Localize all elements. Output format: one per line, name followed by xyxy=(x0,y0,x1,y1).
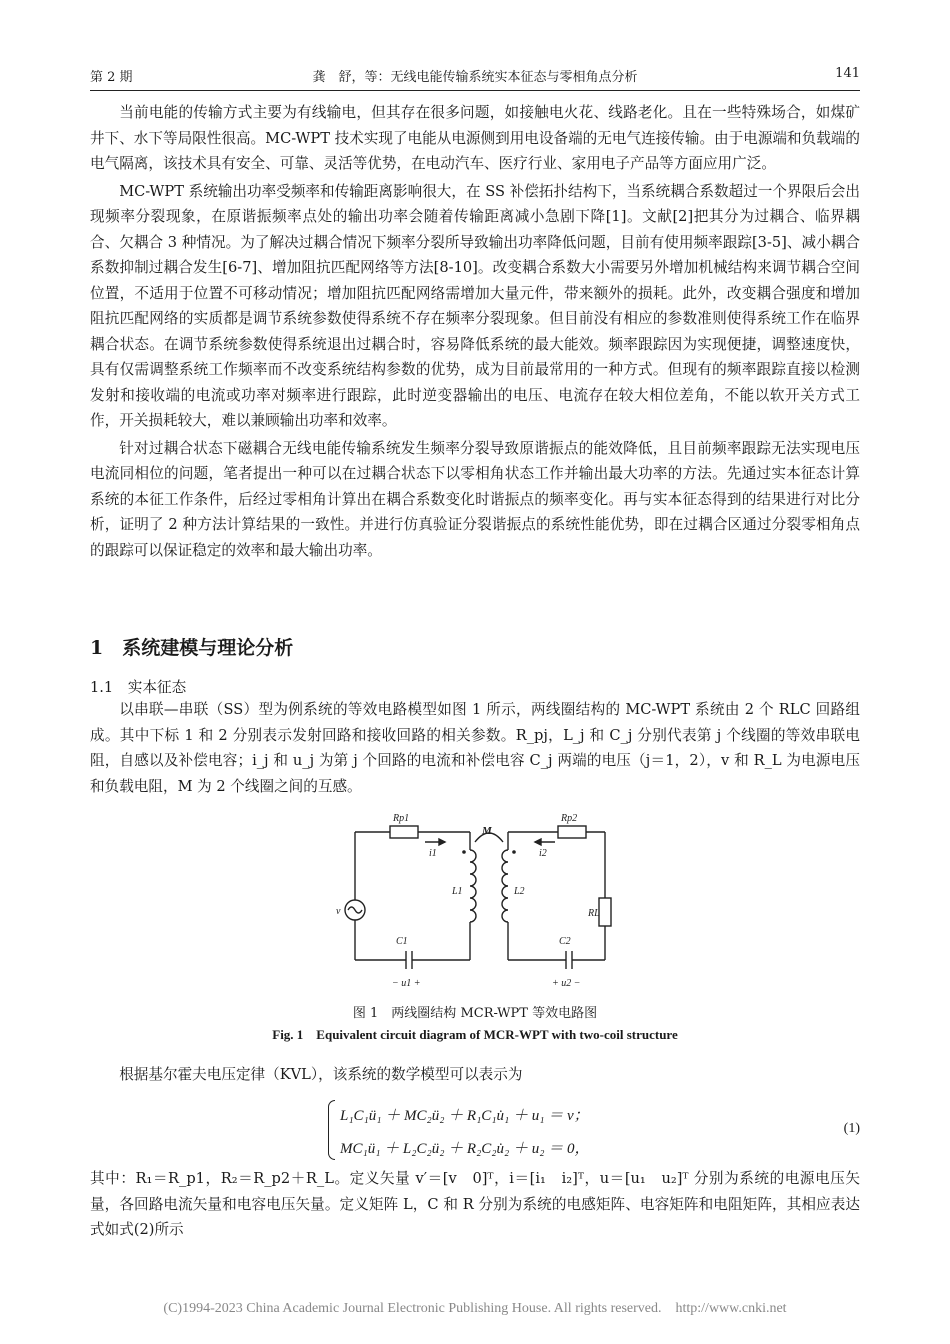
inductor-l2-icon xyxy=(502,850,508,922)
header-rule xyxy=(90,90,860,91)
paragraph-6: 其中：R₁＝R_p1，R₂＝R_p2＋R_L。定义矢量 v′＝[v 0]ᵀ，i＝[i₁ i₂]ᵀ，u＝[u₁ u₂]ᵀ 分别为系统的电源电压矢量，各回路电流矢量和电容电压矢量。定义矩阵 L，C 和 R 分别为系统的电感矩阵、电容矩阵和电阻矩阵，其相应表达式如式(2)所示 xyxy=(90,1170,860,1238)
resistor-rp1-icon xyxy=(390,826,418,838)
paragraph-1: 当前电能的传输方式主要为有线输电，但其存在很多问题，如接触电火花、线路老化。且在一些特殊场合，如煤矿井下、水下等局限性很高。MC-WPT 技术实现了电能从电源侧到用电设备端的无电气连接传输。由于电源端和负载端的电气隔离，该技术具有安全、可靠、灵活等优势，在电动汽车、医疗行业、家用电子产品等方面应用广泛。 xyxy=(90,104,860,172)
label-l1: L1 xyxy=(452,886,463,897)
resistor-rl-icon xyxy=(599,898,611,926)
running-title: 龚 舒，等：无线电能传输系统实本征态与零相角点分析 xyxy=(312,70,638,85)
label-c2: C2 xyxy=(559,936,571,947)
model-text xyxy=(90,697,860,799)
dot-l1-icon xyxy=(462,850,466,854)
label-c1: C1 xyxy=(396,936,408,947)
inductor-l1-icon xyxy=(470,850,476,922)
label-l2: L2 xyxy=(514,886,525,897)
label-u1: − u1 + xyxy=(392,978,421,989)
paragraph-3: 针对过耦合状态下磁耦合无线电能传输系统发生频率分裂导致原谐振点的能效降低，且目前频率跟踪无法实现电压电流同相位的问题，笔者提出一种可以在过耦合状态下以零相角状态工作并输出最大功率的方法。先通过实本征态计算系统的本征工作条件，后经过零相角计算出在耦合系数变化时谐振点的频率变化。再与实本征态得到的结果进行对比分析，证明了 2 种方法计算结果的一致性。并进行仿真验证分裂谐振点的系统性能优势，即在过耦合区通过分裂零相角点的跟踪可以保证稳定的效率和最大输出功率。 xyxy=(90,439,860,559)
kvl-text xyxy=(90,1062,860,1088)
label-i1: i1 xyxy=(429,848,437,859)
paragraph-2: MC-WPT 系统输出功率受频率和传输距离影响很大，在 SS 补偿拓扑结构下，当系统耦合系数超过一个界限后会出现频率分裂现象，在原谐振频率点处的输出功率会随着传输距离减小急剧下降[1]。文献[2]把其分为过耦合、临界耦合、欠耦合 3 种情况。为了解决过耦合情况下频率分裂所导致输出功率降低问题，目前有使用频率跟踪[3-5]、减小耦合系数抑制过耦合发生[6-7]、增加阻抗匹配网络等方法[8-10]。改变耦合系数大小需要另外增加机械结构来调节耦合空间位置，不适用于位置不可移动情况；增加阻抗匹配网络需增加大量元件，带来额外的损耗。此外，改变耦合强度和增加阻抗匹配网络的实质都是调节系统参数使得系统不存在频率分裂现象。但目前没有相应的参数准则使得系统工作在临界耦合状态。在调节系统参数使得系统退出过耦合时，容易降低系统的最大能效。频率跟踪因为实现便捷，调整速度快，具有仅需调整系统工作频率而不改变系统结构参数的优势，成为目前最常用的一种方式。但现有的频率跟踪直接以检测发射和接收端的电流或功率对频率进行跟踪，此时逆变器输出的电压、电流存在较大相位差角，不能以软开关方式工作，开关损耗较大，难以兼顾输出功率和效率。 xyxy=(90,182,860,429)
label-rl: RL xyxy=(588,908,600,919)
figure-caption-zh: 图 1 两线圈结构 MCR-WPT 等效电路图 xyxy=(352,1006,598,1021)
dot-l2-icon xyxy=(512,850,516,854)
subsection-heading: 1.1 实本征态 xyxy=(90,679,187,696)
equation-number: (1) xyxy=(843,1121,860,1136)
figure-caption-en: Fig. 1 Equivalent circuit diagram of MCR-WPT with two-coil structure xyxy=(272,1027,678,1042)
equation-line-2: MC₁ü₁ ＋ L₂C₂ü₂ ＋ R₂C₂u̇₂ ＋ u₂ ＝ 0， xyxy=(340,1141,590,1157)
label-v: v xyxy=(336,906,341,917)
label-i2: i2 xyxy=(539,848,547,859)
copyright-footer: (C)1994-2023 China Academic Journal Electronic Publishing House. All rights reserved. http://www.cnki.net xyxy=(163,1301,787,1316)
definition-text xyxy=(90,1166,860,1243)
equation-line-1: L₁C₁ü₁ ＋ MC₂ü₂ ＋ R₁C₁u̇₁ ＋ u₁ ＝ v； xyxy=(340,1108,589,1124)
label-m: M xyxy=(482,825,492,837)
resistor-rp2-icon xyxy=(558,826,586,838)
paragraph-5: 根据基尔霍夫电压定律（KVL），该系统的数学模型可以表示为 xyxy=(119,1066,523,1083)
label-rp2: Rp2 xyxy=(561,813,578,824)
intro-text xyxy=(90,100,860,563)
equation-brace xyxy=(328,1100,335,1160)
section-heading: 1 系统建模与理论分析 xyxy=(90,637,294,659)
journal-issue: 第 2 期 xyxy=(90,70,133,85)
label-rp1: Rp1 xyxy=(393,813,410,824)
page-number: 141 xyxy=(835,66,860,81)
paragraph-4: 以串联—串联（SS）型为例系统的等效电路模型如图 1 所示，两线圈结构的 MC-WPT 系统由 2 个 RLC 回路组成。其中下标 1 和 2 分别表示发射回路和接收回路的相关参数。R_pj，L_j 和 C_j 分别代表第 j 个线圈的等效串联电阻，自感以及补偿电容；i_j 和 u_j 为第 j 个回路的电流和补偿电容 C_j 两端的电压（j＝1，2），v 和 R_L 为电源电压和负载电阻，M 为 2 个线圈之间的互感。 xyxy=(90,701,860,795)
label-u2: + u2 − xyxy=(552,978,581,989)
circuit-diagram xyxy=(330,810,630,996)
